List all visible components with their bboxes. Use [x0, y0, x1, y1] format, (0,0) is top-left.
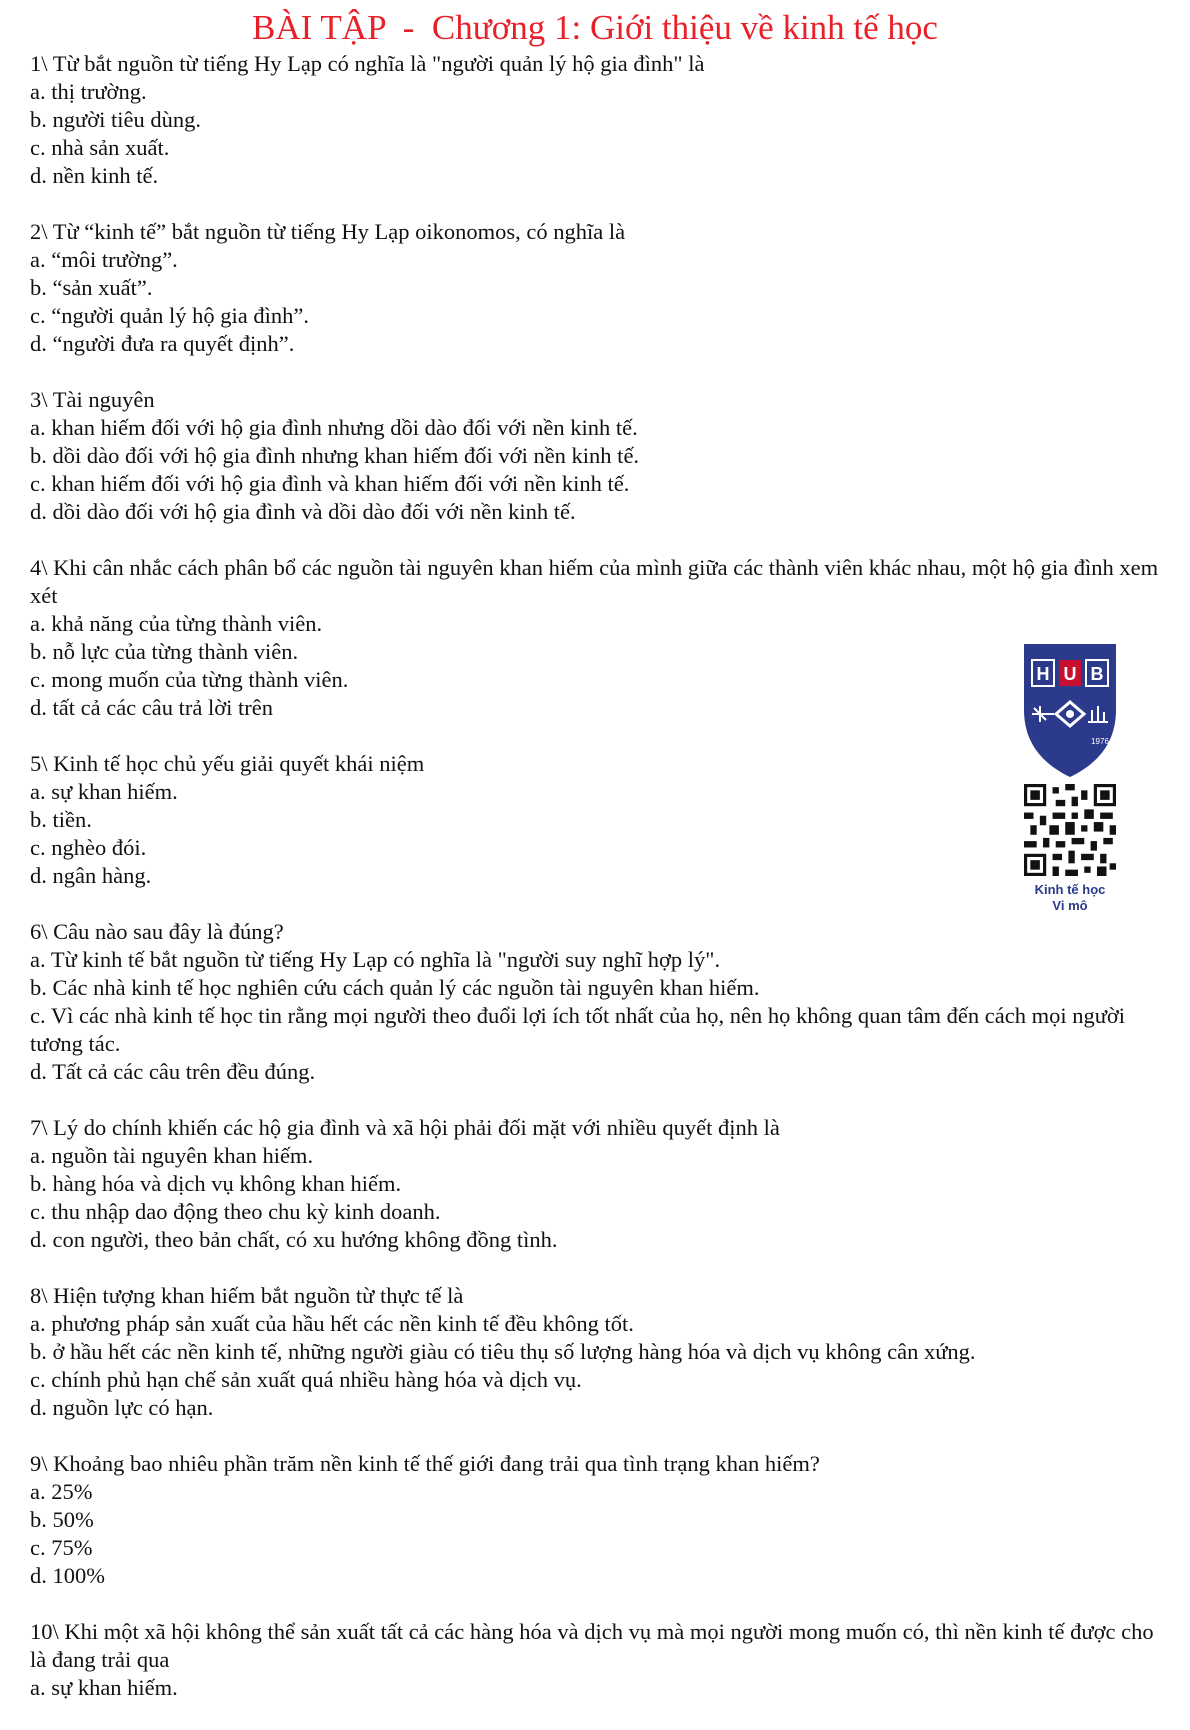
answer-option: c. khan hiếm đối với hộ gia đình và khan hiếm đối với nền kinh tế. [30, 471, 630, 496]
question-text: 2\ Từ “kinh tế” bắt nguồn từ tiếng Hy Lạp oikonomos, có nghĩa là [30, 219, 626, 244]
answer-option: d. “người đưa ra quyết định”. [30, 331, 295, 356]
answer-option: d. Tất cả các câu trên đều đúng. [30, 1059, 316, 1084]
question-text: 3\ Tài nguyên [30, 387, 155, 412]
qr-code-icon [1024, 784, 1116, 876]
hub-letter: U [1063, 664, 1077, 684]
question-text: 7\ Lý do chính khiến các hộ gia đình và xã hội phải đối mặt với nhiều quyết định là [30, 1115, 780, 1140]
question-text: 5\ Kinh tế học chủ yếu giải quyết khái niệm [30, 751, 425, 776]
answer-option: b. hàng hóa và dịch vụ không khan hiếm. [30, 1171, 402, 1196]
question-9 [30, 1450, 1160, 1590]
question-6 [30, 918, 1160, 1086]
answer-option: c. mong muốn của từng thành viên. [30, 667, 349, 692]
answer-option: b. Các nhà kinh tế học nghiên cứu cách quản lý các nguồn tài nguyên khan hiếm. [30, 975, 760, 1000]
hub-badge [1010, 640, 1130, 913]
question-1 [30, 50, 1160, 190]
hub-shield-logo [1010, 640, 1130, 780]
answer-option: a. nguồn tài nguyên khan hiếm. [30, 1143, 314, 1168]
answer-option: a. khan hiếm đối với hộ gia đình nhưng dồi dào đối với nền kinh tế. [30, 415, 638, 440]
badge-label-line1: Kinh tế học [1034, 882, 1106, 897]
question-4 [30, 554, 1160, 722]
answer-option: a. thị trường. [30, 79, 147, 104]
question-7 [30, 1114, 1160, 1254]
hub-letter: H [1036, 664, 1050, 684]
question-2 [30, 218, 1160, 358]
answer-option: a. sự khan hiếm. [30, 779, 178, 804]
answer-option: d. nguồn lực có hạn. [30, 1395, 214, 1420]
answer-option: c. 75% [30, 1535, 93, 1560]
answer-option: b. ở hầu hết các nền kinh tế, những người giàu có tiêu thụ số lượng hàng hóa và dịch vụ không cân xứng. [30, 1339, 976, 1364]
answer-option: a. sự khan hiếm. [30, 1675, 178, 1700]
answer-option: c. Vì các nhà kinh tế học tin rằng mọi người theo đuổi lợi ích tốt nhất của họ, nên họ không quan tâm đến cách mọi người tương tác. [30, 1003, 1126, 1056]
answer-option: c. thu nhập dao động theo chu kỳ kinh doanh. [30, 1199, 441, 1224]
answer-option: a. “môi trường”. [30, 247, 178, 272]
question-text: 9\ Khoảng bao nhiêu phần trăm nền kinh tế thế giới đang trải qua tình trạng khan hiếm? [30, 1451, 820, 1476]
question-10 [30, 1618, 1160, 1702]
answer-option: d. dồi dào đối với hộ gia đình và dồi dào đối với nền kinh tế. [30, 499, 576, 524]
answer-option: a. Từ kinh tế bắt nguồn từ tiếng Hy Lạp có nghĩa là "người suy nghĩ hợp lý". [30, 947, 721, 972]
answer-option: b. dồi dào đối với hộ gia đình nhưng khan hiếm đối với nền kinh tế. [30, 443, 640, 468]
badge-label-line2: Vi mô [1052, 898, 1088, 913]
answer-option: b. tiền. [30, 807, 92, 832]
question-text: 4\ Khi cân nhắc cách phân bổ các nguồn tài nguyên khan hiếm của mình giữa các thành viên khác nhau, một hộ gia đình xem xét [30, 555, 1159, 608]
hub-year: 1976 [1091, 737, 1109, 746]
answer-option: c. chính phủ hạn chế sản xuất quá nhiều hàng hóa và dịch vụ. [30, 1367, 582, 1392]
question-8 [30, 1282, 1160, 1422]
question-5 [30, 750, 1160, 890]
answer-option: b. 50% [30, 1507, 94, 1532]
answer-option: b. nỗ lực của từng thành viên. [30, 639, 299, 664]
answer-option: b. “sản xuất”. [30, 275, 153, 300]
answer-option: d. 100% [30, 1563, 105, 1588]
answer-option: a. khả năng của từng thành viên. [30, 611, 323, 636]
answer-option: a. 25% [30, 1479, 93, 1504]
question-text: 8\ Hiện tượng khan hiếm bắt nguồn từ thực tế là [30, 1283, 464, 1308]
answer-option: d. con người, theo bản chất, có xu hướng không đồng tình. [30, 1227, 558, 1252]
answer-option: d. tất cả các câu trả lời trên [30, 695, 274, 720]
answer-option: d. ngân hàng. [30, 863, 152, 888]
question-text: 10\ Khi một xã hội không thể sản xuất tất cả các hàng hóa và dịch vụ mà mọi người mong muốn có, thì nền kinh tế được cho là đang trải qua [30, 1619, 1154, 1672]
question-3 [30, 386, 1160, 526]
answer-option: c. nghèo đói. [30, 835, 147, 860]
question-list [30, 50, 1160, 1730]
answer-option: c. nhà sản xuất. [30, 135, 170, 160]
answer-option: a. phương pháp sản xuất của hầu hết các nền kinh tế đều không tốt. [30, 1311, 634, 1336]
hub-letter: B [1090, 664, 1104, 684]
question-text: 1\ Từ bắt nguồn từ tiếng Hy Lạp có nghĩa là "người quản lý hộ gia đình" là [30, 51, 705, 76]
answer-option: d. nền kinh tế. [30, 163, 159, 188]
question-text: 6\ Câu nào sau đây là đúng? [30, 919, 284, 944]
answer-option: c. “người quản lý hộ gia đình”. [30, 303, 310, 328]
page-title: BÀI TẬP - Chương 1: Giới thiệu về kinh tế học [252, 8, 938, 47]
answer-option: b. người tiêu dùng. [30, 107, 201, 132]
